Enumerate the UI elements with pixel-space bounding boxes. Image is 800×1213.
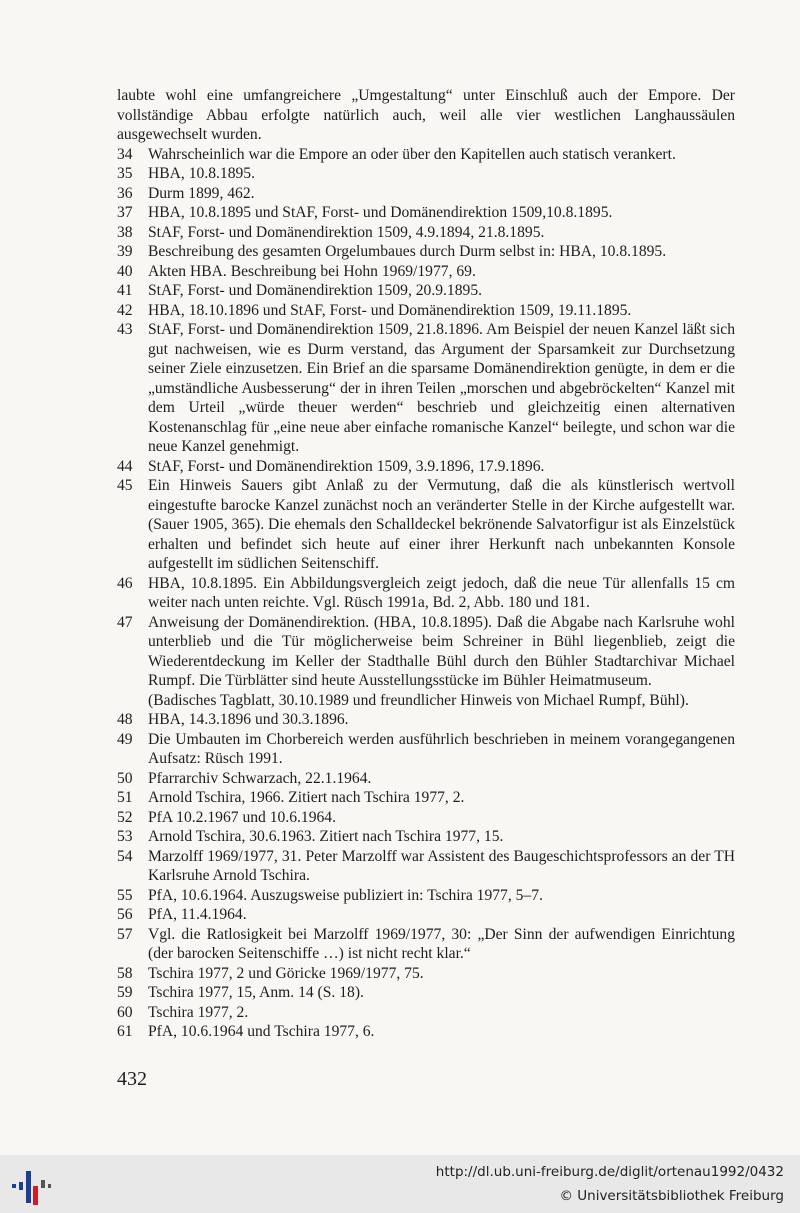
footnote-number: 60 — [117, 1003, 133, 1021]
footnote-text: Beschreibung des gesamten Orgelumbaues durch Durm selbst in: HBA, 10.8.1895. — [148, 243, 667, 260]
footnote-item — [117, 145, 735, 165]
footnote-number: 44 — [117, 457, 133, 475]
footnote-text: PfA, 10.6.1964 und Tschira 1977, 6. — [148, 1023, 375, 1040]
footnote-item — [117, 964, 735, 984]
footnote-text: Tschira 1977, 2 und Göricke 1969/1977, 75. — [148, 964, 424, 982]
intro-paragraph: laubte wohl eine umfangreichere „Umgestaltung“ unter Einschluß auch der Empore. Der vollständige Abbau erfolgte natürlich auch, weil alle vier westlichen Langhaussäulen ausgewechselt wurden. — [117, 87, 735, 143]
footnote-number: 57 — [117, 925, 133, 943]
footnote-number: 41 — [117, 282, 133, 299]
footnote-item — [117, 223, 735, 243]
footnote-text: HBA, 10.8.1895 und StAF, Forst- und Domänendirektion 1509,10.8.1895. — [148, 204, 613, 221]
footnote-item — [117, 847, 735, 886]
footnote-text: HBA, 18.10.1896 und StAF, Forst- und Domänendirektion 1509, 19.11.1895. — [148, 301, 632, 319]
footnote-number: 37 — [117, 204, 133, 221]
footnote-item — [117, 262, 735, 282]
footnote-item — [117, 320, 735, 457]
page-number: 432 — [117, 1068, 147, 1090]
footnote-text: Ein Hinweis Sauers gibt Anlaß zu der Vermutung, daß die als künstlerisch wertvoll eingestufte barocke Kanzel zunächst noch an veränderter Stelle in der Kirche aufgestellt war. (Sauer 1905, 365). Die ehemals den Schalldeckel bekrönende Salvatorfigur ist als Einzelstück erhalten und befindet sich heute auf einer ihrer Herkunft nach unbekannten Konsole aufgestellt im südlichen Seitenschiff. — [148, 477, 735, 572]
footnote-text: Durm 1899, 462. — [148, 184, 255, 202]
footnote-text: StAF, Forst- und Domänendirektion 1509, 3.9.1896, 17.9.1896. — [148, 457, 545, 475]
footnote-text: StAF, Forst- und Domänendirektion 1509, 21.8.1896. Am Beispiel der neuen Kanzel läßt sich gut nachweisen, wie es Durm verstand, das Argument der Sparsamkeit zur Durchsetzung seiner Ziele einzusetzen. Ein Brief an die sparsame Domänendirektion genügte, in dem er die „umständliche Ausbesserung“ der in ihren Teilen „morschen und abgebröckelten“ Kanzel mit dem Urteil „würde theuer werden“ beschrieb und gleichzeitig einen alternativen Kostenanschlag für „eine neue aber einfache romanische Kanzel“ beilegte, und schon war die neue Kanzel genehmigt. — [148, 321, 735, 455]
footnote-item — [117, 886, 735, 906]
footnote-text: PfA, 11.4.1964. — [148, 906, 247, 923]
footnote-text: Arnold Tschira, 30.6.1963. Zitiert nach Tschira 1977, 15. — [148, 828, 504, 845]
footnote-text: Anweisung der Domänendirektion. (HBA, 10.8.1895). Daß die Abgabe nach Karlsruhe wohl unterblieb und die Tür möglicherweise beim Schreiner in Bühl liegenblieb, zeigt die Wiederentdeckung im Keller der Stadthalle Bühl durch den Bühler Stadtarchivar Michael Rumpf. Die Türblätter sind heute Ausstellungsstücke im Bühler Heimatmuseum. (Badisches Tagblatt, 30.10.1989 und freundlicher Hinweis von Michael Rumpf, Bühl). — [148, 613, 735, 709]
footnote-item — [117, 788, 735, 808]
footnote-text: Marzolff 1969/1977, 31. Peter Marzolff war Assistent des Baugeschichtsprofessors an der TH Karlsruhe Arnold Tschira. — [148, 847, 735, 884]
footnote-number: 54 — [117, 847, 133, 865]
footnote-text: PfA, 10.6.1964. Auszugsweise publiziert in: Tschira 1977, 5–7. — [148, 886, 543, 904]
footnote-text: Pfarrarchiv Schwarzach, 22.1.1964. — [148, 769, 372, 787]
footnote-item — [117, 905, 735, 925]
footnote-item — [117, 1022, 735, 1042]
footnote-text: HBA, 10.8.1895. Ein Abbildungsvergleich zeigt jedoch, daß die neue Tür allenfalls 15 cm weiter nach unten reichte. Vgl. Rüsch 1991a, Bd. 2, Abb. 180 und 181. — [148, 574, 735, 611]
footnote-number: 36 — [117, 184, 133, 202]
footnote-number: 48 — [117, 711, 133, 728]
footnote-item — [117, 925, 735, 964]
footnote-text: PfA 10.2.1967 und 10.6.1964. — [148, 808, 337, 826]
footnote-number: 46 — [117, 574, 133, 592]
footnote-number: 43 — [117, 321, 133, 338]
footnote-item — [117, 983, 735, 1003]
footnote-item — [117, 203, 735, 223]
footnotes-block — [117, 86, 735, 1042]
footnote-number: 50 — [117, 769, 133, 787]
footnote-text: HBA, 14.3.1896 und 30.3.1896. — [148, 711, 349, 728]
footnote-item — [117, 769, 735, 789]
footnote-number: 38 — [117, 223, 133, 241]
footnote-item — [117, 613, 735, 711]
footnote-number: 45 — [117, 477, 133, 494]
footnote-text: Tschira 1977, 2. — [148, 1003, 249, 1021]
footnote-item — [117, 574, 735, 613]
footnote-item — [117, 827, 735, 847]
footnote-item — [117, 808, 735, 828]
source-url-link[interactable]: http://dl.ub.uni-freiburg.de/diglit/ortenau1992/0432 — [435, 1164, 784, 1180]
footnote-item — [117, 710, 735, 730]
footnote-item — [117, 730, 735, 769]
footnote-number: 34 — [117, 145, 133, 163]
footnote-item — [117, 164, 735, 184]
footnote-list — [117, 145, 735, 1042]
footnote-text: Akten HBA. Beschreibung bei Hohn 1969/1977, 69. — [148, 262, 476, 280]
footnote-number: 47 — [117, 613, 133, 631]
footnote-text: Wahrscheinlich war die Empore an oder über den Kapitellen auch statisch verankert. — [148, 145, 676, 163]
footnote-text: Die Umbauten im Chorbereich werden ausführlich beschrieben in meinem vorangegangenen Aufsatz: Rüsch 1991. — [148, 730, 735, 767]
footnote-number: 59 — [117, 984, 133, 1001]
footnote-text: HBA, 10.8.1895. — [148, 165, 255, 182]
footnote-item — [117, 457, 735, 477]
footnote-number: 53 — [117, 828, 133, 845]
footnote-text: Vgl. die Ratlosigkeit bei Marzolff 1969/1977, 30: „Der Sinn der aufwendigen Einrichtung (der barocken Seitenschiffe …) ist nicht recht klar.“ — [148, 925, 735, 962]
copyright-text: © Universitätsbibliothek Freiburg — [559, 1188, 784, 1204]
footnote-number: 35 — [117, 165, 133, 182]
footnote-text: StAF, Forst- und Domänendirektion 1509, 20.9.1895. — [148, 282, 483, 299]
footnote-item — [117, 1003, 735, 1023]
footer-bar — [0, 1155, 800, 1213]
footnote-item — [117, 476, 735, 574]
footnote-text: StAF, Forst- und Domänendirektion 1509, 4.9.1894, 21.8.1895. — [148, 223, 545, 241]
footnote-text: Arnold Tschira, 1966. Zitiert nach Tschira 1977, 2. — [148, 789, 465, 806]
footnote-item — [117, 301, 735, 321]
footnote-number: 52 — [117, 808, 133, 826]
ub-freiburg-logo-icon[interactable] — [10, 1163, 52, 1205]
footnote-number: 49 — [117, 730, 133, 748]
footnote-text: Tschira 1977, 15, Anm. 14 (S. 18). — [148, 984, 364, 1001]
footnote-item — [117, 242, 735, 262]
footnote-number: 42 — [117, 301, 133, 319]
footnote-number: 61 — [117, 1023, 133, 1040]
footnote-item — [117, 184, 735, 204]
footnote-number: 40 — [117, 262, 133, 280]
footnote-number: 51 — [117, 789, 133, 806]
footnote-number: 55 — [117, 886, 133, 904]
footnote-number: 39 — [117, 243, 133, 260]
footnote-number: 56 — [117, 906, 133, 923]
footnote-item — [117, 281, 735, 301]
footnote-number: 58 — [117, 964, 133, 982]
